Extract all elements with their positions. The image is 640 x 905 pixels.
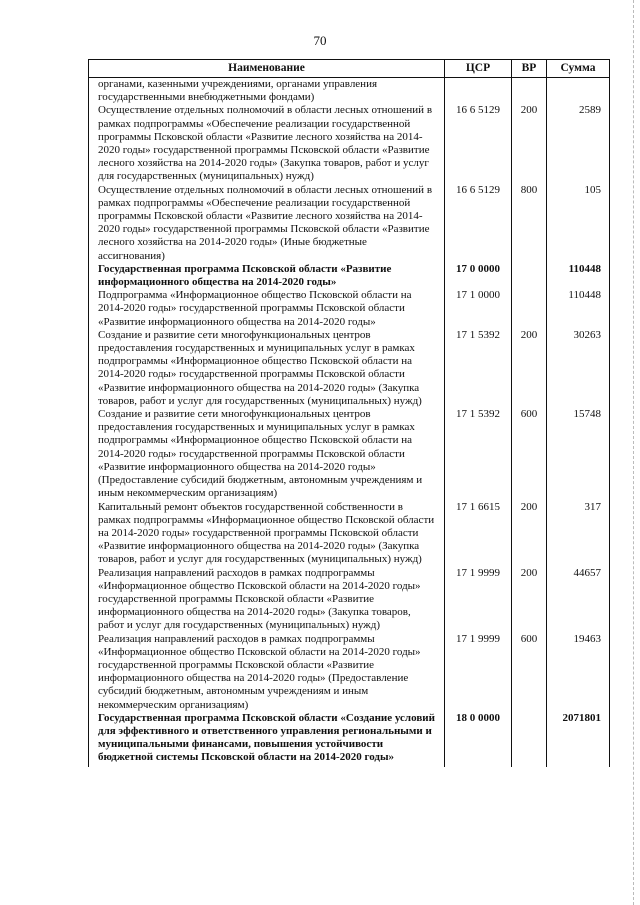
row-sum: 110448 [547, 263, 610, 289]
row-name: Государственная программа Псковской области «Развитие информационного общества на 2014-2020 годы» [89, 263, 445, 289]
table-row [89, 633, 610, 712]
row-csr: 17 1 5392 [445, 408, 512, 500]
row-vr: 200 [512, 567, 547, 633]
row-name: Создание и развитие сети многофункциональных центров предоставления государственных и муниципальных услуг в рамках подпрограммы «Информационное общество Псковской области на 2014-2020 годы» государственной программы Псковской области «Развитие информационного общества на 2014-2020 годы» (Предоставление субсидий бюджетным, автономным учреждениям и иным некоммерческим организациям) [89, 408, 445, 500]
row-csr: 17 1 9999 [445, 567, 512, 633]
row-name: Реализация направлений расходов в рамках подпрограммы «Информационное общество Псковской области на 2014-2020 годы» государственной программы Псковской области «Развитие информационного общества на 2014-2020 годы» (Закупка товаров, работ и услуг для государственных (муниципальных) нужд) [89, 567, 445, 633]
row-name: Капитальный ремонт объектов государственной собственности в рамках подпрограммы «Информационное общество Псковской области на 2014-2020 годы» государственной программы Псковской области «Развитие информационного общества на 2014-2020 годы» (Закупка товаров, работ и услуг для государственных (муниципальных) нужд) [89, 501, 445, 567]
row-sum: 105 [547, 184, 610, 263]
row-name: органами, казенными учреждениями, органами управления государственными внебюджетными фондами) [89, 78, 445, 105]
row-sum: 110448 [547, 289, 610, 329]
page-edge-line [632, 0, 634, 905]
table-row [89, 501, 610, 567]
row-csr: 17 1 5392 [445, 329, 512, 408]
table-row [89, 567, 610, 633]
row-csr: 16 6 5129 [445, 104, 512, 183]
row-name: Подпрограмма «Информационное общество Псковской области на 2014-2020 годы» государственной программы Псковской области «Развитие информационного общества на 2014-2020 годы» [89, 289, 445, 329]
table-row [89, 289, 610, 329]
header-csr: ЦСР [445, 60, 512, 78]
header-name: Наименование [89, 60, 445, 78]
row-name: Государственная программа Псковской области «Создание условий для эффективного и ответственного управления региональными и муниципальными финансами, повышения устойчивости бюджетной системы Псковской области на 2014-2020 годы» [89, 712, 445, 767]
header-sum: Сумма [547, 60, 610, 78]
header-vr: ВР [512, 60, 547, 78]
page-number: 70 [313, 33, 327, 48]
table-row [89, 712, 610, 767]
row-csr: 17 1 0000 [445, 289, 512, 329]
table-header-row [89, 60, 610, 78]
table-row [89, 184, 610, 263]
row-vr: 200 [512, 329, 547, 408]
table-row [89, 329, 610, 408]
row-vr [512, 263, 547, 289]
row-sum: 2071801 [547, 712, 610, 767]
row-vr: 600 [512, 408, 547, 500]
row-name: Осуществление отдельных полномочий в области лесных отношений в рамках подпрограммы «Обеспечение реализации государственной программы Псковской области «Развитие лесного хозяйства на 2014-2020 годы» государственной программы Псковской области «Развитие лесного хозяйства на 2014-2020 годы» (Иные бюджетные ассигнования) [89, 184, 445, 263]
row-name: Реализация направлений расходов в рамках подпрограммы «Информационное общество Псковской области на 2014-2020 годы» государственной программы Псковской области «Развитие информационного общества на 2014-2020 годы» (Предоставление субсидий бюджетным, автономным учреждениям и иным некоммерческим организациям) [89, 633, 445, 712]
table-row [89, 104, 610, 183]
row-sum: 2589 [547, 104, 610, 183]
row-name: Осуществление отдельных полномочий в области лесных отношений в рамках подпрограммы «Обеспечение реализации государственной программы Псковской области «Развитие лесного хозяйства на 2014-2020 годы» государственной программы Псковской области «Развитие лесного хозяйства на 2014-2020 годы» (Закупка товаров, работ и услуг для государственных (муниципальных) нужд) [89, 104, 445, 183]
row-vr: 800 [512, 184, 547, 263]
row-csr: 17 1 9999 [445, 633, 512, 712]
row-vr: 200 [512, 501, 547, 567]
row-sum: 44657 [547, 567, 610, 633]
row-csr: 17 0 0000 [445, 263, 512, 289]
table-row [89, 263, 610, 289]
row-vr [512, 78, 547, 105]
table-row [89, 408, 610, 500]
row-vr [512, 712, 547, 767]
row-sum [547, 78, 610, 105]
row-csr: 17 1 6615 [445, 501, 512, 567]
row-sum: 317 [547, 501, 610, 567]
row-sum: 19463 [547, 633, 610, 712]
table-body [89, 78, 610, 767]
table-row [89, 78, 610, 105]
row-vr: 600 [512, 633, 547, 712]
row-sum: 30263 [547, 329, 610, 408]
row-csr: 16 6 5129 [445, 184, 512, 263]
row-csr: 18 0 0000 [445, 712, 512, 767]
row-name: Создание и развитие сети многофункциональных центров предоставления государственных и муниципальных услуг в рамках подпрограммы «Информационное общество Псковской области на 2014-2020 годы» государственной программы Псковской области «Развитие информационного общества на 2014-2020 годы» (Закупка товаров, работ и услуг для государственных (муниципальных) нужд) [89, 329, 445, 408]
row-sum: 15748 [547, 408, 610, 500]
budget-table [88, 59, 610, 767]
row-vr: 200 [512, 104, 547, 183]
row-csr [445, 78, 512, 105]
row-vr [512, 289, 547, 329]
